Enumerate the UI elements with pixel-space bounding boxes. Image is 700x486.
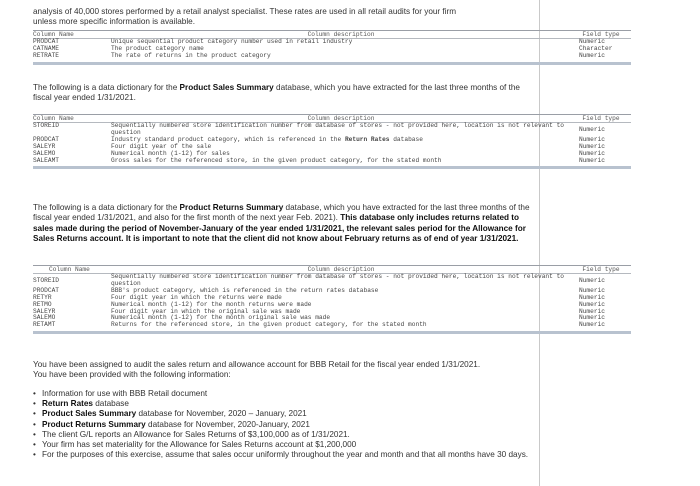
database-name: Return Rates bbox=[344, 135, 390, 143]
header-field-type: Field type bbox=[582, 266, 620, 273]
cell-description: Four digit year in which the returns were made bbox=[111, 293, 282, 301]
list-item-text: database bbox=[92, 399, 129, 409]
cell-type: Numeric bbox=[579, 293, 605, 301]
cell-name: SALEAMT bbox=[33, 156, 59, 164]
cell-description: Sequentially numbered store identification number from database of stores - not provided here, location is not relevant to question bbox=[111, 273, 568, 287]
cell-type: Numeric bbox=[579, 300, 605, 308]
returns-summary-table bbox=[33, 265, 631, 334]
intro-line: unless more specific information is available. bbox=[33, 17, 196, 27]
header-column-name: Column Name bbox=[33, 115, 74, 122]
header-column-description: Column description bbox=[307, 31, 375, 38]
description-text: database bbox=[389, 135, 423, 143]
header-field-type: Field type bbox=[582, 31, 620, 38]
assignment-line: You have been provided with the following information: bbox=[33, 370, 231, 380]
database-name: Product Sales Summary bbox=[179, 83, 274, 92]
header-column-description: Column description bbox=[307, 266, 375, 273]
cell-name: RETYR bbox=[33, 293, 52, 301]
cell-name: PRODCAT bbox=[33, 135, 59, 143]
page-divider-line bbox=[539, 0, 540, 486]
cell-name: STOREID bbox=[33, 122, 59, 129]
paragraph-text: The following is a data dictionary for the bbox=[33, 203, 180, 212]
emphasis-text: This database only includes returns related to sales made during the period of November-January of the year ended 1/31/2021, the relevant sales period for the Allowance for Sales Returns account. It is important to note that the client did not know about February returns as of end of year 1/31/2021. bbox=[33, 213, 526, 244]
cell-description: Four digit year in which the original sale was made bbox=[111, 307, 301, 315]
paragraph-text: database, which you have extracted for the last three months of the fiscal year ended 1/31/2021. bbox=[33, 83, 520, 103]
cell-type: Character bbox=[579, 44, 613, 52]
database-name: Product Returns Summary bbox=[179, 203, 284, 212]
description-text: Industry standard product category, which is referenced in the bbox=[111, 135, 345, 143]
table-end-bar bbox=[33, 331, 631, 334]
list-item-text: For the purposes of this exercise, assume that sales occur uniformly throughout the year and month and that all months have 30 days. bbox=[42, 450, 529, 460]
table-row bbox=[33, 322, 631, 329]
header-column-name: Column Name bbox=[33, 31, 74, 38]
cell-name: RETMO bbox=[33, 300, 52, 308]
header-column-description: Column description bbox=[307, 115, 375, 122]
cell-description: The rate of returns in the product category bbox=[111, 51, 271, 59]
cell-type: Numeric bbox=[579, 142, 605, 150]
table-row bbox=[33, 123, 631, 137]
list-item-text: Information for use with BBB Retail document bbox=[42, 389, 208, 398]
assignment-line: You have been assigned to audit the sales return and allowance account for BBB Retail for the fiscal year ended 1/31/2021. bbox=[33, 360, 481, 369]
cell-type: Numeric bbox=[579, 126, 605, 133]
sales-summary-table bbox=[33, 114, 631, 169]
list-item bbox=[33, 420, 533, 430]
list-item bbox=[33, 440, 533, 450]
cell-type: Numeric bbox=[579, 321, 605, 329]
cell-type: Numeric bbox=[579, 156, 605, 164]
table-row bbox=[33, 53, 631, 60]
intro-line: analysis of 40,000 stores performed by a retail analyst specialist. These rates are used in all retail audits for your firm bbox=[33, 7, 457, 16]
list-item bbox=[33, 450, 533, 460]
cell-type: Numeric bbox=[579, 314, 605, 322]
return-rates-table bbox=[33, 30, 631, 65]
list-item bbox=[33, 399, 533, 409]
table-end-bar bbox=[33, 62, 631, 65]
list-item bbox=[33, 409, 533, 419]
paragraph-text: The following is a data dictionary for the bbox=[33, 83, 180, 92]
list-item-text: database for November, 2020-January, 2021 bbox=[145, 419, 310, 429]
paragraph-text: database, which you have extracted for the last three months of the fiscal year ended 1/31/2021, and also for the first month of the next year Feb. 2021). bbox=[33, 203, 530, 223]
returns-summary-paragraph bbox=[33, 203, 533, 245]
cell-description: Returns for the referenced store, in the given product category, for the stated month bbox=[111, 321, 427, 329]
cell-description: Gross sales for the referenced store, in the given product category, for the stated month bbox=[111, 156, 442, 164]
list-item-text: database for November, 2020 – January, 2021 bbox=[136, 409, 307, 419]
sales-summary-paragraph bbox=[33, 83, 533, 104]
database-name: Product Sales Summary bbox=[42, 409, 137, 419]
list-item bbox=[33, 389, 533, 399]
table-end-bar bbox=[33, 166, 631, 169]
cell-description: Numerical month (1-12) for the month returns were made bbox=[111, 300, 312, 308]
cell-name: SALEYR bbox=[33, 307, 56, 315]
assignment-paragraph bbox=[33, 360, 533, 381]
cell-name: PRODCAT bbox=[33, 38, 59, 45]
list-item-text: Your firm has set materiality for the Allowance for Sales Returns account at $1,200,000 bbox=[42, 440, 357, 450]
cell-type: Numeric bbox=[579, 149, 605, 157]
cell-description: BBB's product category, which is referenced in the return rates database bbox=[111, 286, 379, 294]
cell-type: Numeric bbox=[579, 51, 605, 59]
cell-name: SALEYR bbox=[33, 142, 56, 150]
header-field-type: Field type bbox=[582, 115, 620, 122]
database-name: Return Rates bbox=[42, 399, 93, 409]
intro-paragraph bbox=[33, 7, 533, 28]
cell-description: Numerical month (1-12) for sales bbox=[111, 149, 230, 157]
table-row bbox=[33, 274, 631, 288]
cell-description: Four digit year of the sale bbox=[111, 142, 212, 150]
table-row bbox=[33, 158, 631, 165]
database-name: Product Returns Summary bbox=[42, 419, 146, 429]
cell-type: Numeric bbox=[579, 307, 605, 315]
cell-type: Numeric bbox=[579, 286, 605, 294]
cell-name: RETAMT bbox=[33, 321, 56, 329]
cell-description: Sequentially numbered store identification number from database of stores - not provided here, location is not relevant to question bbox=[111, 122, 568, 136]
cell-description: The product category name bbox=[111, 44, 204, 52]
list-item-text: The client G/L reports an Allowance for Sales Returns of $3,100,000 as of 1/31/2021. bbox=[42, 429, 350, 439]
cell-name: RETRATE bbox=[33, 51, 59, 59]
cell-name: CATNAME bbox=[33, 44, 59, 52]
cell-name: PRODCAT bbox=[33, 286, 59, 294]
header-column-name: Column Name bbox=[49, 266, 90, 273]
cell-type: Numeric bbox=[579, 38, 605, 45]
cell-type: Numeric bbox=[579, 277, 605, 284]
cell-description: Numerical month (1-12) for the month original sale was made bbox=[111, 314, 331, 322]
cell-name: SALEMO bbox=[33, 314, 56, 322]
cell-name: STOREID bbox=[33, 277, 59, 284]
cell-type: Numeric bbox=[579, 135, 605, 143]
information-list bbox=[33, 389, 533, 460]
cell-name: SALEMO bbox=[33, 149, 56, 157]
list-item bbox=[33, 430, 533, 440]
cell-description: Unique sequential product category number used in retail industry bbox=[111, 38, 353, 45]
